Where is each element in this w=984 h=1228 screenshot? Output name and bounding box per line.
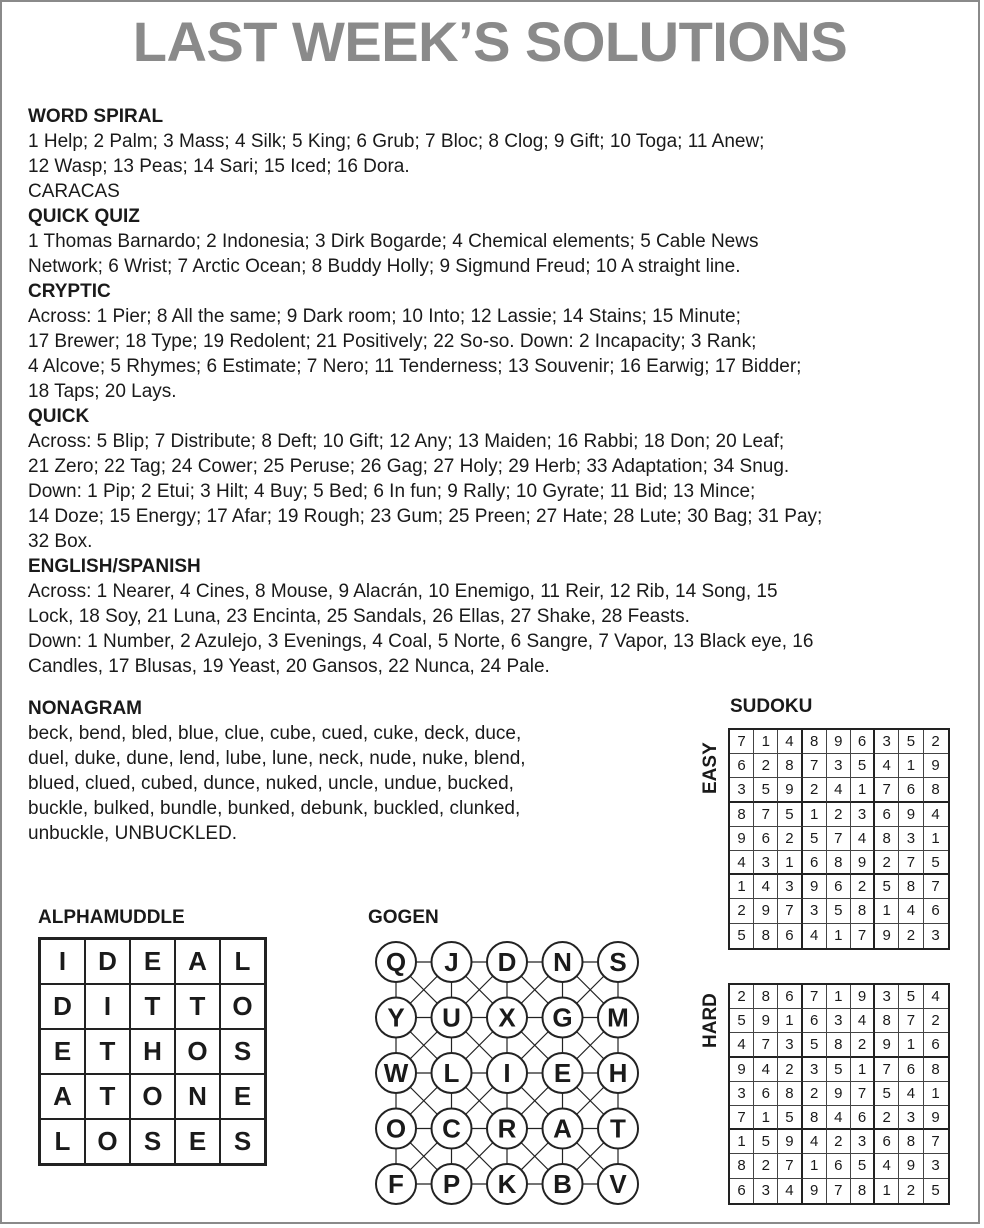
alphamuddle-cell: E (220, 1074, 265, 1119)
sudoku-cell: 5 (778, 803, 802, 827)
alphamuddle-cell: A (40, 1074, 85, 1119)
sudoku-cell: 6 (899, 1058, 923, 1082)
sudoku-cell: 5 (730, 1009, 754, 1033)
sudoku-cell: 7 (754, 803, 778, 827)
sudoku-cell: 3 (931, 927, 940, 945)
sudoku-cell: 5 (827, 899, 851, 923)
alphamuddle-cell: O (175, 1029, 220, 1074)
gogen-node (598, 942, 638, 982)
section-text: Across: 1 Nearer, 4 Cines, 8 Mouse, 9 Alacrán, 10 Enemigo, 11 Reir, 12 Rib, 14 Song, 15 Lock, 18 Soy, 21 Luna, 23 Encinta, 25 Sandals, 26 Ellas, 27 Shake, 28 Feasts. Down: 1 Number, 2 Azulejo, 3 Evenings, 4 Coal, 5 Norte, 6 Sangre, 7 Vapor, 13 Black eye, 16 Candles, 17 Blusas, 19 Yeast, 20 Gansos, 22 Nunca, 24 Pale. (28, 581, 814, 677)
section-text: 1 Thomas Barnardo; 2 Indonesia; 3 Dirk Bogarde; 4 Chemical elements; 5 Cable News Network; 6 Wrist; 7 Arctic Ocean; 8 Buddy Holly; 9 Sigmund Freud; 10 A straight line. (28, 231, 759, 277)
gogen-letter: N (553, 947, 572, 977)
sudoku-cell: 2 (803, 778, 827, 802)
gogen-node (432, 1109, 472, 1149)
gogen-node (487, 1053, 527, 1093)
sudoku-cell: 7 (730, 1106, 754, 1130)
sudoku-cell: 4 (730, 1033, 754, 1057)
sudoku-cell: 2 (924, 730, 948, 754)
gogen-letter: A (553, 1113, 572, 1144)
sudoku-cell: 3 (754, 1179, 778, 1203)
gogen-node (598, 1053, 638, 1093)
section-text: 1 Help; 2 Palm; 3 Mass; 4 Silk; 5 King; 6 Grub; 7 Bloc; 8 Clog; 9 Gift; 10 Toga; 11 Anew; 12 Wasp; 13 Peas; 14 Sari; 15 Iced; 16 Dora. CARACAS (28, 131, 765, 202)
sudoku-cell: 3 (730, 778, 754, 802)
sudoku-cell: 1 (803, 1154, 827, 1178)
sudoku-cell: 7 (730, 730, 754, 754)
sudoku-cell: 6 (778, 985, 802, 1009)
sudoku-cell: 8 (730, 1154, 754, 1178)
sudoku-cell: 7 (827, 1179, 851, 1203)
alphamuddle-cell: D (40, 984, 85, 1029)
sudoku-cell: 8 (899, 875, 923, 899)
sudoku-cell: 7 (827, 827, 851, 851)
sudoku-cell: 1 (754, 1106, 778, 1130)
sudoku-cell: 9 (803, 1179, 827, 1203)
gogen-node (598, 998, 638, 1038)
section-cryptic (28, 279, 958, 404)
sudoku-cell: 1 (875, 1179, 899, 1203)
sudoku-cell: 4 (851, 1009, 875, 1033)
solutions-text (28, 104, 958, 679)
sudoku-cell: 7 (875, 1058, 899, 1082)
sudoku-cell: 1 (924, 827, 948, 851)
sudoku-cell: 6 (924, 1033, 948, 1057)
sudoku-cell: 9 (754, 899, 778, 923)
sudoku-cell: 4 (875, 754, 899, 778)
sudoku-cell: 6 (730, 1179, 754, 1203)
sudoku-cell: 5 (931, 1182, 940, 1200)
sudoku-cell: 7 (778, 899, 802, 923)
sudoku-cell: 3 (851, 803, 875, 827)
sudoku-cell: 8 (875, 827, 899, 851)
gogen-letter: L (443, 1058, 460, 1088)
gogen-node (376, 1164, 416, 1204)
gogen-grid (368, 934, 648, 1219)
sudoku-cell: 8 (924, 778, 948, 802)
sudoku-cell: 9 (803, 875, 827, 899)
sudoku-cell: 5 (875, 1082, 899, 1106)
sudoku-cell: 1 (730, 1130, 754, 1154)
gogen-letter: X (498, 1002, 516, 1033)
section-quick-quiz (28, 204, 958, 279)
alphamuddle-cell: T (175, 984, 220, 1029)
section-heading: CRYPTIC (28, 281, 111, 302)
sudoku-cell: 9 (851, 851, 875, 875)
gogen-node (487, 1164, 527, 1204)
alphamuddle-cell: S (220, 1029, 265, 1074)
gogen-node (598, 1109, 638, 1149)
sudoku-cell: 8 (778, 754, 802, 778)
sudoku-cell: 2 (778, 827, 802, 851)
section-english-spanish (28, 554, 958, 679)
sudoku-cell: 1 (924, 1082, 948, 1106)
gogen-letter: R (497, 1113, 517, 1144)
sudoku-cell: 7 (899, 1009, 923, 1033)
gogen-node (543, 1053, 583, 1093)
sudoku-cell: 8 (899, 1130, 923, 1154)
sudoku-cell: 8 (851, 1179, 875, 1203)
sudoku-cell: 2 (778, 1058, 802, 1082)
sudoku-cell: 2 (899, 924, 923, 948)
gogen-letter: C (442, 1113, 461, 1144)
sudoku-hard-grid (728, 983, 950, 1205)
gogen-node (598, 1164, 638, 1204)
sudoku-cell: 9 (899, 803, 923, 827)
sudoku-cell: 5 (754, 1130, 778, 1154)
gogen-letter: D (497, 947, 517, 977)
gogen-letter: U (442, 1002, 461, 1033)
sudoku-cell: 9 (899, 1154, 923, 1178)
sudoku-cell: 4 (827, 778, 851, 802)
section-text: beck, bend, bled, blue, clue, cube, cued, cuke, deck, duce, duel, duke, dune, lend, lube, lune, neck, nude, nuke, blend, blued, clued, cubed, dunce, nuked, uncle, undue, bucked, buckle, bulked, bundle, bunked, debunk, buckled, clunked, unbuckle, UNBUCKLED. (28, 723, 526, 844)
alphamuddle-cell: E (130, 939, 175, 984)
gogen-node (487, 942, 527, 982)
sudoku-cell: 3 (827, 1009, 851, 1033)
gogen-letter: K (497, 1169, 517, 1199)
sudoku-cell: 4 (803, 924, 827, 948)
section-heading: WORD SPIRAL (28, 106, 164, 127)
gogen-node (376, 1053, 416, 1093)
alphamuddle-cell: T (85, 1074, 130, 1119)
sudoku-cell: 2 (754, 754, 778, 778)
sudoku-cell: 2 (875, 1106, 899, 1130)
sudoku-cell: 6 (803, 1009, 827, 1033)
sudoku-cell: 8 (754, 924, 778, 948)
sudoku-cell: 1 (851, 1058, 875, 1082)
alphamuddle-heading: ALPHAMUDDLE (38, 907, 185, 928)
sudoku-cell: 9 (875, 1033, 899, 1057)
gogen-node (487, 1109, 527, 1149)
sudoku-cell: 6 (924, 899, 948, 923)
sudoku-cell: 2 (730, 985, 754, 1009)
sudoku-cell: 7 (754, 1033, 778, 1057)
gogen-letter: V (609, 1169, 627, 1199)
gogen-node (432, 942, 472, 982)
sudoku-cell: 8 (778, 1082, 802, 1106)
sudoku-cell: 4 (778, 1179, 802, 1203)
sudoku-cell: 8 (827, 1033, 851, 1057)
gogen-letter: H (608, 1058, 628, 1088)
gogen-node (376, 998, 416, 1038)
section-heading: ENGLISH/SPANISH (28, 556, 201, 577)
sudoku-cell: 5 (730, 924, 754, 948)
section-word-spiral (28, 104, 958, 204)
sudoku-cell: 1 (875, 899, 899, 923)
sudoku-cell: 4 (899, 899, 923, 923)
sudoku-cell: 1 (827, 924, 851, 948)
sudoku-cell: 9 (875, 924, 899, 948)
alphamuddle-cell: O (85, 1119, 130, 1164)
alphamuddle-cell: L (220, 939, 265, 984)
sudoku-cell: 6 (827, 875, 851, 899)
page-title: LAST WEEK’S SOLUTIONS (132, 10, 848, 73)
sudoku-cell: 3 (754, 851, 778, 875)
alphamuddle-cell: E (40, 1029, 85, 1074)
section-heading: NONAGRAM (28, 698, 142, 719)
sudoku-cell: 2 (899, 1179, 923, 1203)
sudoku-cell: 8 (803, 730, 827, 754)
sudoku-cell: 1 (851, 778, 875, 802)
gogen-letter: M (607, 1002, 629, 1033)
sudoku-cell: 9 (730, 827, 754, 851)
sudoku-cell: 1 (754, 730, 778, 754)
sudoku-cell: 4 (730, 851, 754, 875)
gogen-node (432, 1053, 472, 1093)
sudoku-cell: 9 (827, 730, 851, 754)
sudoku-cell: 9 (851, 985, 875, 1009)
sudoku-cell: 8 (754, 985, 778, 1009)
gogen-letter: F (388, 1169, 404, 1199)
sudoku-cell: 7 (803, 985, 827, 1009)
gogen-letter: S (609, 947, 627, 977)
sudoku-cell: 5 (899, 985, 923, 1009)
gogen-node (432, 1164, 472, 1204)
sudoku-cell: 5 (803, 827, 827, 851)
alphamuddle-cell: L (40, 1119, 85, 1164)
sudoku-cell: 3 (803, 1058, 827, 1082)
sudoku-cell: 4 (754, 1058, 778, 1082)
sudoku-cell: 1 (899, 754, 923, 778)
gogen-letter: E (553, 1058, 572, 1088)
sudoku-cell: 9 (778, 1130, 802, 1154)
sudoku-cell: 2 (803, 1082, 827, 1106)
gogen-node (543, 998, 583, 1038)
sudoku-cell: 5 (924, 851, 948, 875)
gogen-node (543, 942, 583, 982)
sudoku-cell: 8 (851, 899, 875, 923)
sudoku-cell: 7 (778, 1154, 802, 1178)
gogen-letter: G (552, 1002, 573, 1033)
sudoku-cell: 3 (899, 827, 923, 851)
alphamuddle-cell: I (85, 984, 130, 1029)
sudoku-cell: 6 (851, 1106, 875, 1130)
sudoku-cell: 9 (754, 1009, 778, 1033)
sudoku-cell: 1 (899, 1033, 923, 1057)
gogen-letter: O (385, 1113, 407, 1144)
sudoku-cell: 5 (803, 1033, 827, 1057)
sudoku-cell: 1 (778, 851, 802, 875)
sudoku-cell: 4 (875, 1154, 899, 1178)
sudoku-cell: 7 (803, 754, 827, 778)
sudoku-cell: 6 (730, 754, 754, 778)
sudoku-cell: 4 (803, 1130, 827, 1154)
sudoku-cell: 4 (754, 875, 778, 899)
sudoku-cell: 4 (924, 803, 948, 827)
sudoku-cell: 2 (875, 851, 899, 875)
alphamuddle-grid (38, 937, 267, 1166)
sudoku-cell: 8 (803, 1106, 827, 1130)
alphamuddle-cell: S (220, 1119, 265, 1164)
alphamuddle-cell: T (85, 1029, 130, 1074)
sudoku-cell: 3 (803, 899, 827, 923)
gogen-letter: I (503, 1058, 511, 1088)
gogen-letter: W (383, 1058, 409, 1088)
sudoku-cell: 2 (851, 1033, 875, 1057)
sudoku-cell: 3 (778, 1033, 802, 1057)
sudoku-cell: 5 (827, 1058, 851, 1082)
sudoku-cell: 2 (924, 1009, 948, 1033)
section-heading: QUICK QUIZ (28, 206, 140, 227)
sudoku-cell: 3 (827, 754, 851, 778)
sudoku-cell: 6 (754, 827, 778, 851)
sudoku-cell: 3 (899, 1106, 923, 1130)
section-text: Across: 1 Pier; 8 All the same; 9 Dark room; 10 Into; 12 Lassie; 14 Stains; 15 Minute; 17 Brewer; 18 Type; 19 Redolent; 21 Positively; 22 So-so. Down: 2 Incapacity; 3 Rank; 4 Alcove; 5 Rhymes; 6 Estimate; 7 Nero; 11 Tenderness; 13 Souvenir; 16 Earwig; 17 Bidder; 18 Taps; 20 Lays. (28, 306, 802, 402)
sudoku-cell: 6 (754, 1082, 778, 1106)
sudoku-cell: 1 (730, 875, 754, 899)
sudoku-cell: 7 (924, 1130, 948, 1154)
sudoku-cell: 4 (851, 827, 875, 851)
sudoku-cell: 4 (778, 730, 802, 754)
sudoku-cell: 9 (827, 1082, 851, 1106)
alphamuddle-cell: N (175, 1074, 220, 1119)
gogen-node (432, 998, 472, 1038)
gogen-letter: J (444, 947, 459, 977)
sudoku-cell: 6 (827, 1154, 851, 1178)
alphamuddle-cell: A (175, 939, 220, 984)
gogen-letter: Y (387, 1002, 405, 1033)
sudoku-cell: 5 (875, 875, 899, 899)
sudoku-cell: 6 (803, 851, 827, 875)
section-nonagram (28, 696, 668, 846)
sudoku-cell: 2 (827, 803, 851, 827)
gogen-node (543, 1109, 583, 1149)
sudoku-cell: 3 (875, 730, 899, 754)
gogen-heading: GOGEN (368, 907, 439, 928)
sudoku-cell: 6 (778, 924, 802, 948)
sudoku-cell: 7 (851, 924, 875, 948)
sudoku-cell: 6 (851, 730, 875, 754)
alphamuddle-cell: T (130, 984, 175, 1029)
sudoku-cell: 2 (851, 875, 875, 899)
sudoku-cell: 8 (875, 1009, 899, 1033)
section-quick (28, 404, 958, 554)
gogen-node (376, 1109, 416, 1149)
sudoku-cell: 1 (803, 803, 827, 827)
sudoku-cell: 4 (827, 1106, 851, 1130)
alphamuddle-cell: I (40, 939, 85, 984)
alphamuddle-cell: D (85, 939, 130, 984)
gogen-letter: B (553, 1169, 572, 1199)
gogen-letter: T (610, 1113, 626, 1144)
sudoku-cell: 2 (730, 899, 754, 923)
sudoku-cell: 2 (754, 1154, 778, 1178)
sudoku-cell: 5 (899, 730, 923, 754)
sudoku-cell: 3 (730, 1082, 754, 1106)
sudoku-cell: 3 (851, 1130, 875, 1154)
sudoku-cell: 5 (778, 1106, 802, 1130)
sudoku-cell: 8 (730, 803, 754, 827)
sudoku-heading: SUDOKU (730, 696, 813, 717)
sudoku-easy-grid (728, 728, 950, 950)
gogen-letter: Q (385, 947, 407, 977)
sudoku-cell: 7 (924, 875, 948, 899)
sudoku-cell: 7 (875, 778, 899, 802)
sudoku-cell: 9 (924, 1106, 948, 1130)
sudoku-cell: 9 (778, 778, 802, 802)
sudoku-cell: 6 (899, 778, 923, 802)
sudoku-easy-label: EASY (700, 742, 721, 794)
sudoku-cell: 3 (875, 985, 899, 1009)
alphamuddle-cell: S (130, 1119, 175, 1164)
sudoku-cell: 1 (778, 1009, 802, 1033)
gogen-letter: P (442, 1169, 461, 1199)
sudoku-cell: 6 (875, 803, 899, 827)
sudoku-cell: 8 (924, 1058, 948, 1082)
gogen-node (543, 1164, 583, 1204)
sudoku-cell: 3 (778, 875, 802, 899)
sudoku-cell: 9 (924, 754, 948, 778)
alphamuddle-cell: O (220, 984, 265, 1029)
sudoku-cell: 7 (851, 1082, 875, 1106)
sudoku-cell: 9 (730, 1058, 754, 1082)
section-heading: QUICK (28, 406, 90, 427)
sudoku-cell: 6 (875, 1130, 899, 1154)
section-text: Across: 5 Blip; 7 Distribute; 8 Deft; 10 Gift; 12 Any; 13 Maiden; 16 Rabbi; 18 Don; 20 Leaf; 21 Zero; 22 Tag; 24 Cower; 25 Peruse; 26 Gag; 27 Holy; 29 Herb; 33 Adaptation; 34 Snug. Down: 1 Pip; 2 Etui; 3 Hilt; 4 Buy; 5 Bed; 6 In fun; 9 Rally; 10 Gyrate; 11 Bid; 13 Mince; 14 Doze; 15 Energy; 17 Afar; 19 Rough; 23 Gum; 25 Preen; 27 Hate; 28 Lute; 30 Bag; 31 Pay; 32 Box. (28, 431, 823, 552)
sudoku-cell: 3 (924, 1154, 948, 1178)
sudoku-cell: 4 (924, 985, 948, 1009)
sudoku-cell: 2 (827, 1130, 851, 1154)
gogen-node (487, 998, 527, 1038)
sudoku-cell: 1 (827, 985, 851, 1009)
sudoku-cell: 7 (899, 851, 923, 875)
sudoku-hard-label: HARD (700, 993, 721, 1048)
gogen-node (376, 942, 416, 982)
sudoku-cell: 8 (827, 851, 851, 875)
alphamuddle-cell: E (175, 1119, 220, 1164)
alphamuddle-cell: O (130, 1074, 175, 1119)
alphamuddle-cell: H (130, 1029, 175, 1074)
sudoku-cell: 5 (851, 754, 875, 778)
sudoku-cell: 4 (899, 1082, 923, 1106)
sudoku-cell: 5 (851, 1154, 875, 1178)
sudoku-cell: 5 (754, 778, 778, 802)
